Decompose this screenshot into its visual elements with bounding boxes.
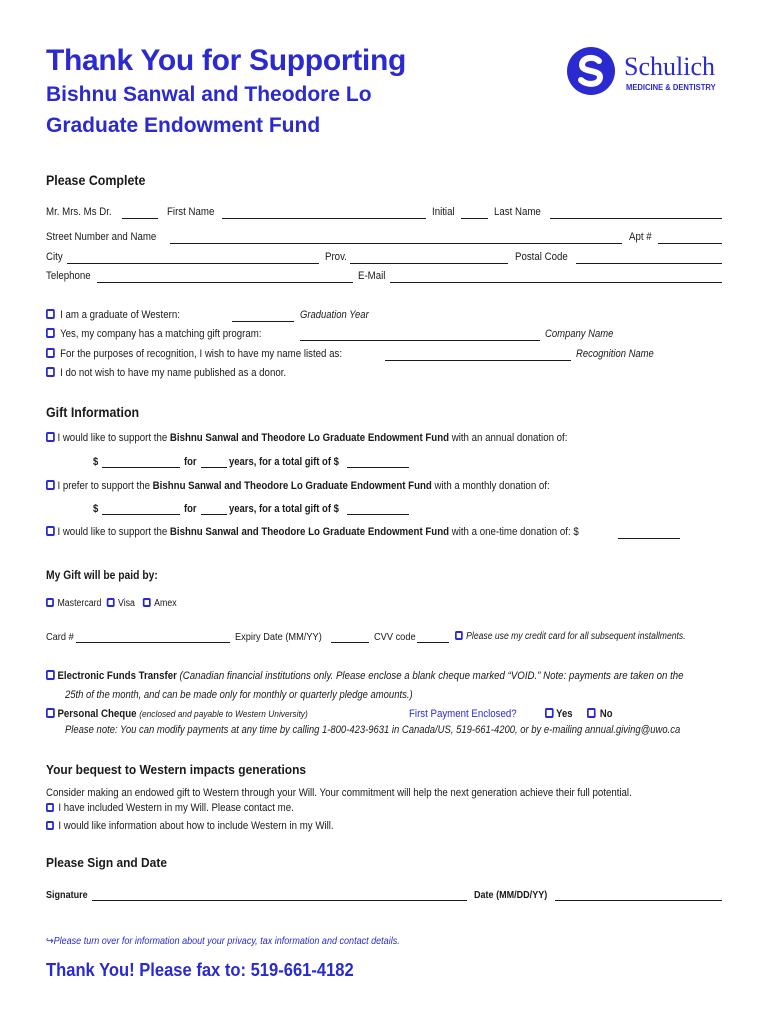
onetime-amount-field[interactable] bbox=[618, 538, 680, 539]
eft-option[interactable] bbox=[46, 670, 684, 682]
telephone-label: Telephone bbox=[46, 270, 91, 282]
signature-field[interactable] bbox=[92, 900, 467, 901]
yes-checkbox-icon[interactable] bbox=[545, 708, 554, 718]
eft-label: Electronic Funds Transfer bbox=[57, 670, 177, 682]
monthly-total-label: years, for a total gift of $ bbox=[229, 503, 339, 515]
eft-description-2: 25th of the month, and can be made only for monthly or quarterly pledge amounts.) bbox=[65, 689, 413, 701]
cvv-field[interactable] bbox=[417, 642, 449, 643]
apt-field[interactable] bbox=[658, 243, 722, 244]
checkbox-icon[interactable] bbox=[46, 526, 55, 536]
graduate-option[interactable]: I am a graduate of Western: bbox=[46, 309, 180, 321]
turn-arrow-icon: ↪ bbox=[46, 935, 54, 947]
recognition-option[interactable]: For the purposes of recognition, I wish to have my name listed as: bbox=[46, 348, 342, 360]
apt-label: Apt # bbox=[629, 231, 652, 243]
recognition-name-label: Recognition Name bbox=[576, 348, 654, 360]
initial-field[interactable] bbox=[461, 218, 488, 219]
prov-label: Prov. bbox=[325, 251, 347, 263]
logo-subtitle: MEDICINE & DENTISTRY bbox=[626, 83, 716, 92]
fund-name-line1: Bishnu Sanwal and Theodore Lo bbox=[46, 83, 372, 106]
first-payment-label: First Payment Enclosed? bbox=[409, 708, 517, 720]
first-payment-yes[interactable]: Yes bbox=[545, 708, 572, 720]
mastercard-checkbox-icon[interactable] bbox=[46, 598, 54, 607]
cvv-label: CVV code bbox=[374, 631, 416, 643]
graduation-year-label: Graduation Year bbox=[300, 309, 369, 321]
annual-dollar-label: $ bbox=[93, 456, 99, 468]
fax-number: Thank You! Please fax to: 519-661-4182 bbox=[46, 960, 354, 980]
card-type-options bbox=[46, 598, 177, 609]
checkbox-icon[interactable] bbox=[46, 367, 55, 377]
cheque-option[interactable] bbox=[46, 708, 308, 720]
annual-donation-option[interactable]: I would like to support the Bishnu Sanwal and Theodore Lo Graduate Endowment Fund with an annual donation of: bbox=[46, 432, 567, 444]
first-payment-no[interactable]: No bbox=[587, 708, 613, 720]
subsequent-installments-option[interactable]: Please use my credit card for all subsequent installments. bbox=[455, 631, 686, 642]
checkbox-icon[interactable] bbox=[46, 803, 54, 812]
monthly-total-field[interactable] bbox=[347, 514, 409, 515]
checkbox-icon[interactable] bbox=[46, 670, 55, 680]
payment-modify-note: Please note: You can modify payments at any time by calling 1-800-423-9631 in Canada/US, 519-661-4200, or by e-mailing annual.giving@uwo.ca bbox=[65, 724, 681, 736]
checkbox-icon[interactable] bbox=[455, 631, 463, 640]
annual-total-field[interactable] bbox=[347, 467, 409, 468]
signature-label: Signature bbox=[46, 889, 88, 901]
matching-gift-option[interactable]: Yes, my company has a matching gift program: bbox=[46, 328, 261, 340]
page-title: Thank You for Supporting bbox=[46, 44, 406, 77]
telephone-field[interactable] bbox=[97, 282, 353, 283]
checkbox-icon[interactable] bbox=[46, 309, 55, 319]
no-checkbox-icon[interactable] bbox=[587, 708, 596, 718]
section-heading-bequest: Your bequest to Western impacts generations bbox=[46, 762, 307, 777]
card-number-label: Card # bbox=[46, 631, 74, 643]
initial-label: Initial bbox=[432, 206, 455, 218]
prov-field[interactable] bbox=[350, 263, 508, 264]
email-field[interactable] bbox=[390, 282, 722, 283]
onetime-donation-option[interactable]: I would like to support the Bishnu Sanwal and Theodore Lo Graduate Endowment Fund with a one-time donation of: $ bbox=[46, 526, 579, 538]
graduation-year-field[interactable] bbox=[232, 321, 294, 322]
schulich-logo bbox=[566, 46, 736, 96]
recognition-name-field[interactable] bbox=[385, 360, 571, 361]
expiry-label: Expiry Date (MM/YY) bbox=[235, 631, 322, 643]
monthly-dollar-label: $ bbox=[93, 503, 99, 515]
checkbox-icon[interactable] bbox=[46, 480, 55, 490]
logo-wordmark: Schulich bbox=[624, 52, 715, 81]
checkbox-icon[interactable] bbox=[46, 328, 55, 338]
street-field[interactable] bbox=[170, 243, 622, 244]
first-name-field[interactable] bbox=[222, 218, 426, 219]
first-name-label: First Name bbox=[167, 206, 215, 218]
payment-heading: My Gift will be paid by: bbox=[46, 568, 158, 582]
section-heading-gift: Gift Information bbox=[46, 405, 140, 420]
checkbox-icon[interactable] bbox=[46, 432, 55, 442]
cheque-note: (enclosed and payable to Western University) bbox=[139, 709, 308, 720]
mastercard-label: Mastercard bbox=[57, 598, 102, 609]
visa-label: Visa bbox=[117, 598, 135, 609]
turn-over-note: ↪Please turn over for information about your privacy, tax information and contact details. bbox=[46, 935, 400, 947]
salutation-field[interactable] bbox=[122, 218, 158, 219]
street-label: Street Number and Name bbox=[46, 231, 157, 243]
bequest-option-info[interactable]: I would like information about how to include Western in my Will. bbox=[46, 820, 334, 832]
salutation-label: Mr. Mrs. Ms Dr. bbox=[46, 206, 112, 218]
card-number-field[interactable] bbox=[76, 642, 230, 643]
city-label: City bbox=[46, 251, 63, 263]
annual-for-label: for bbox=[184, 456, 197, 468]
checkbox-icon[interactable] bbox=[46, 348, 55, 358]
visa-checkbox-icon[interactable] bbox=[107, 598, 115, 607]
checkbox-icon[interactable] bbox=[46, 821, 54, 830]
postal-code-field[interactable] bbox=[576, 263, 722, 264]
cheque-label: Personal Cheque bbox=[57, 708, 137, 720]
monthly-donation-option[interactable]: I prefer to support the Bishnu Sanwal and Theodore Lo Graduate Endowment Fund with a monthly donation of: bbox=[46, 480, 550, 492]
monthly-amount-field[interactable] bbox=[102, 514, 180, 515]
last-name-label: Last Name bbox=[494, 206, 541, 218]
schulich-s-logo-icon bbox=[566, 46, 618, 96]
email-label: E-Mail bbox=[358, 270, 386, 282]
postal-code-label: Postal Code bbox=[515, 251, 568, 263]
amex-checkbox-icon[interactable] bbox=[143, 598, 151, 607]
annual-years-field[interactable] bbox=[201, 467, 227, 468]
bequest-option-included[interactable]: I have included Western in my Will. Please contact me. bbox=[46, 802, 294, 814]
date-field[interactable] bbox=[555, 900, 722, 901]
monthly-for-label: for bbox=[184, 503, 197, 515]
section-heading-complete: Please Complete bbox=[46, 173, 146, 188]
expiry-field[interactable] bbox=[331, 642, 369, 643]
monthly-years-field[interactable] bbox=[201, 514, 227, 515]
fund-name-line2: Graduate Endowment Fund bbox=[46, 114, 321, 137]
annual-total-label: years, for a total gift of $ bbox=[229, 456, 339, 468]
city-field[interactable] bbox=[67, 263, 319, 264]
amex-label: Amex bbox=[154, 598, 177, 609]
date-label: Date (MM/DD/YY) bbox=[474, 889, 548, 901]
annual-amount-field[interactable] bbox=[102, 467, 180, 468]
last-name-field[interactable] bbox=[550, 218, 722, 219]
bequest-text: Consider making an endowed gift to Western through your Will. Your commitment will help the next generation achieve their full potential. bbox=[46, 787, 632, 799]
section-heading-sign: Please Sign and Date bbox=[46, 855, 167, 870]
company-name-field[interactable] bbox=[300, 340, 540, 341]
eft-description: (Canadian financial institutions only. Please enclose a blank cheque marked “VOID.” Note: payments are taken on the bbox=[179, 670, 684, 682]
anonymous-option[interactable]: I do not wish to have my name published as a donor. bbox=[46, 367, 286, 379]
checkbox-icon[interactable] bbox=[46, 708, 55, 718]
company-name-label: Company Name bbox=[545, 328, 614, 340]
